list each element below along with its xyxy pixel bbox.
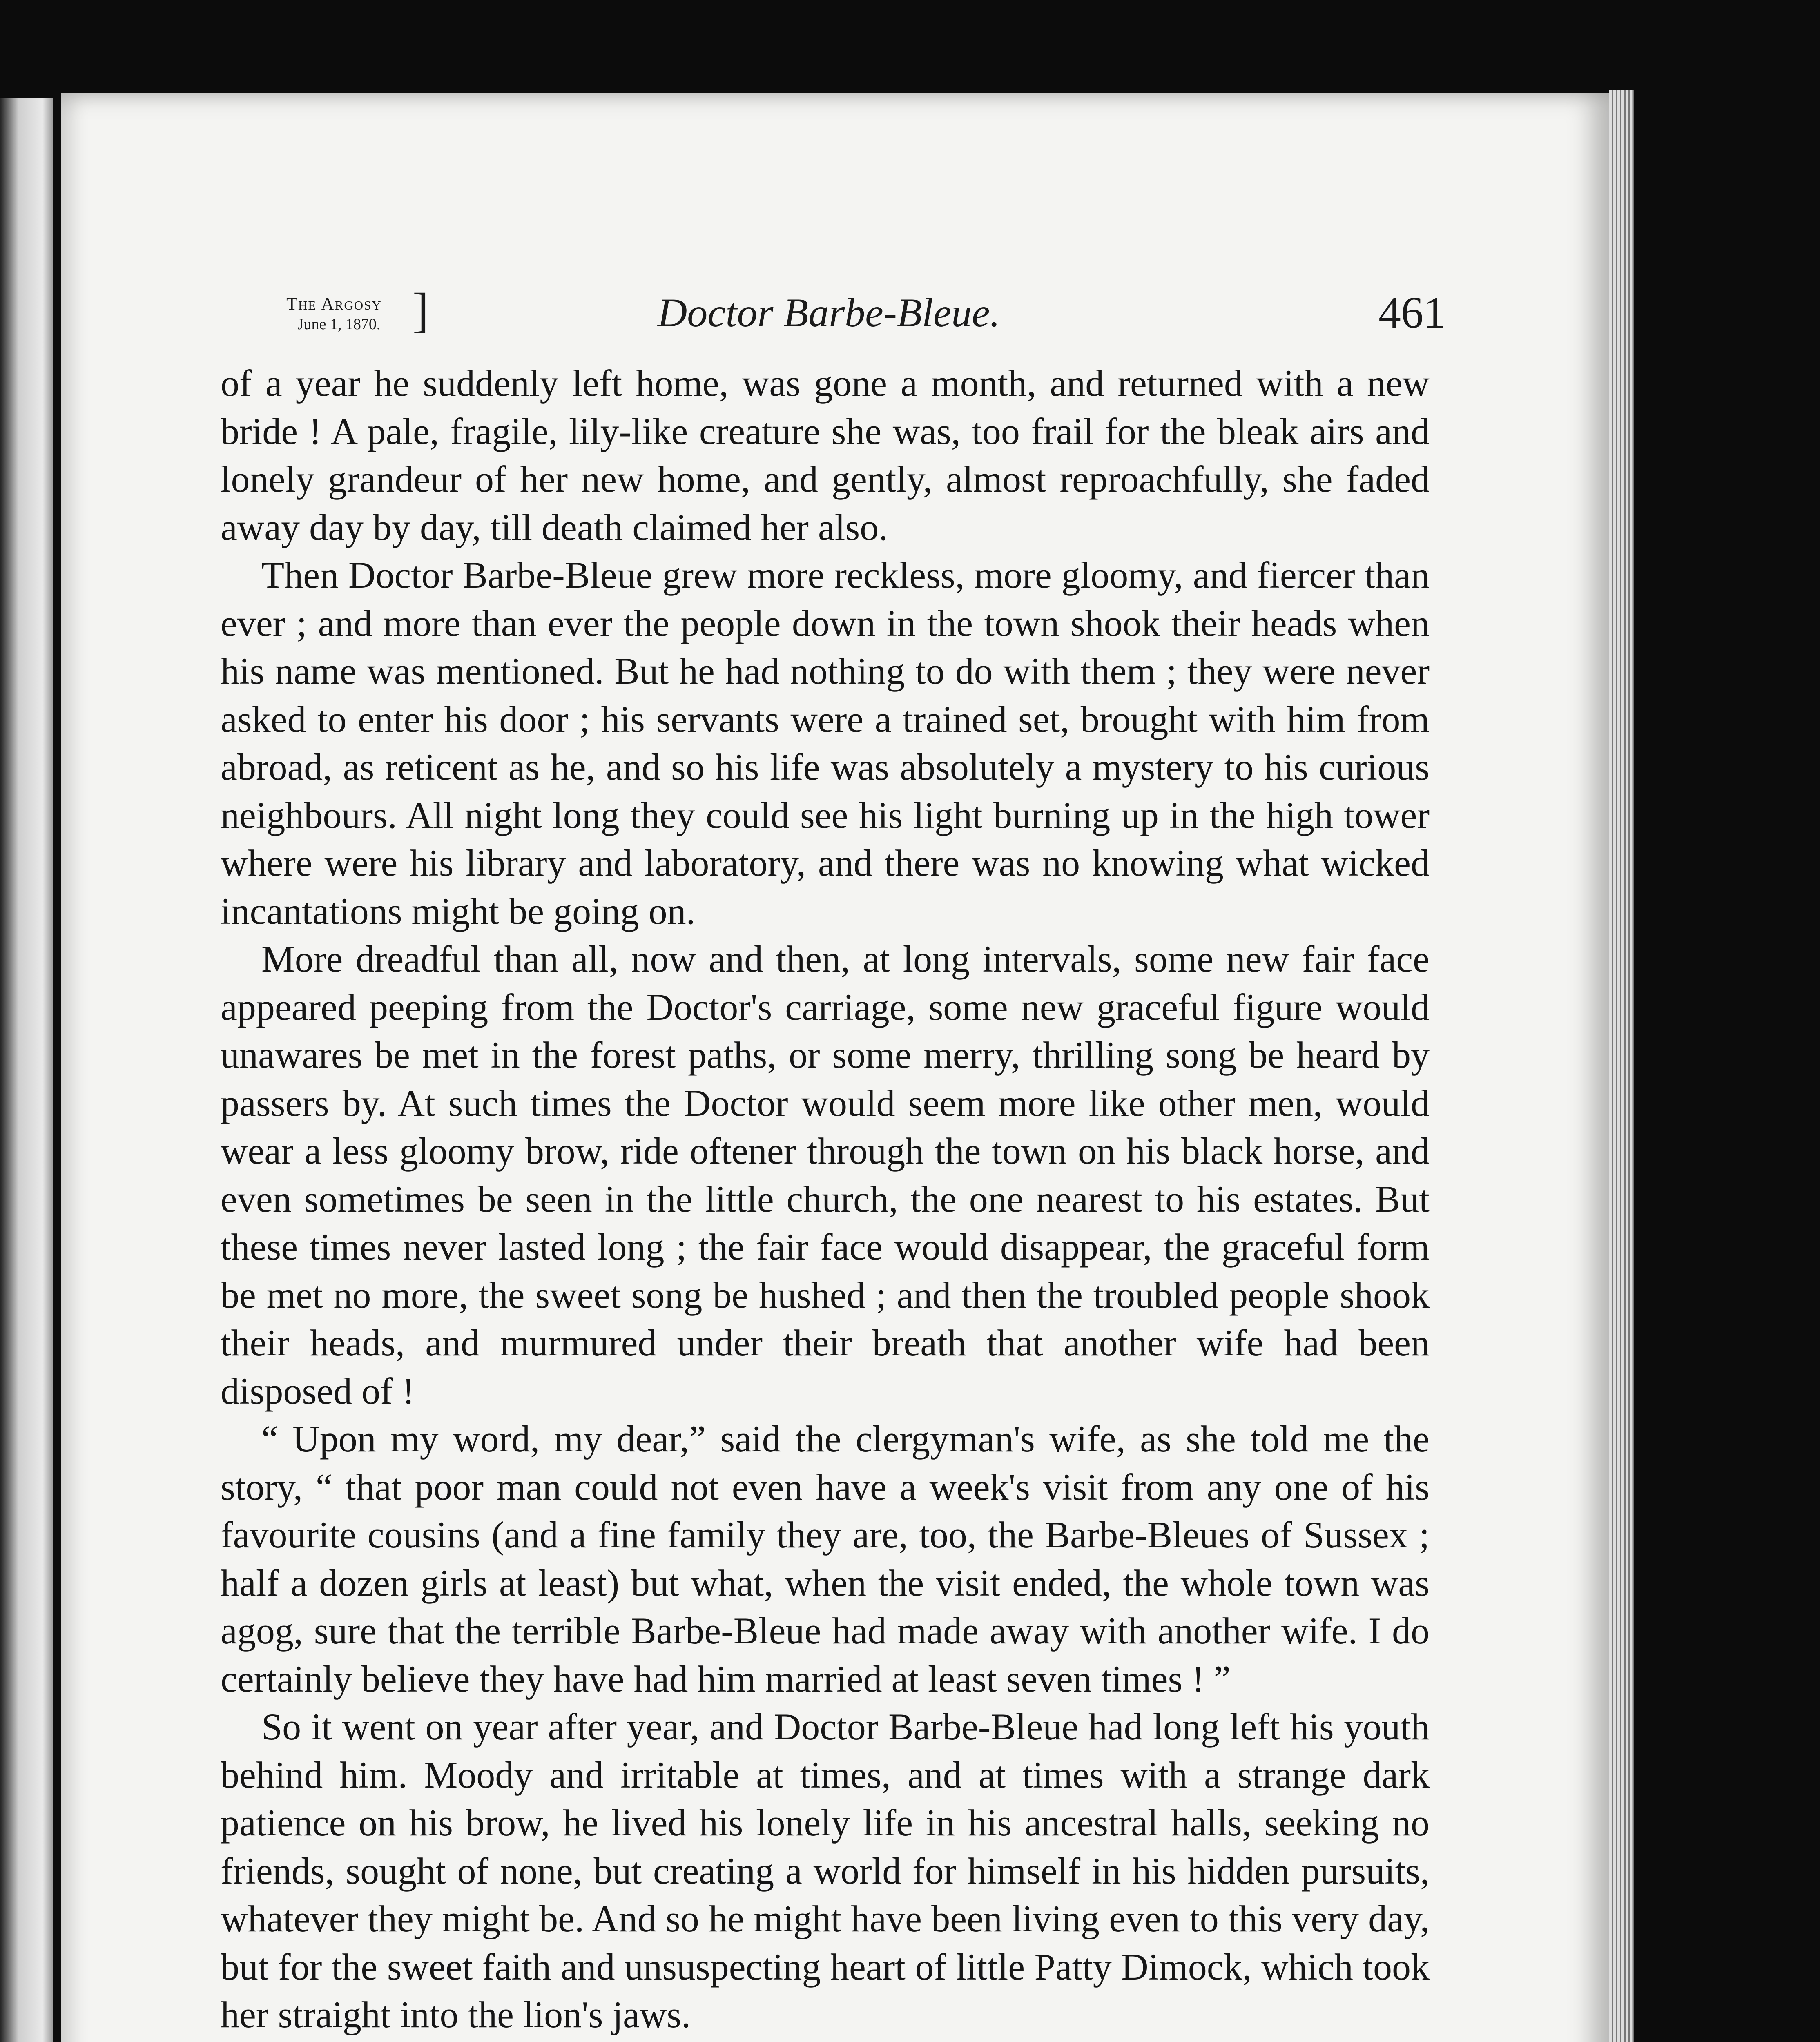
running-header bbox=[221, 278, 1446, 351]
issue-date: June 1, 1870. bbox=[297, 316, 381, 333]
page-stack-edge bbox=[1609, 90, 1634, 2042]
paragraph: So it went on year after year, and Doctor Barbe-Bleue had long left his youth behind him. Moody and irritable at times, and at times with a strange dark patience on his brow, he lived his lonely life in his ancestral halls, seeking no friends, sought of none, but creating a world for himself in his hidden pursuits, whatever they might be. And so he might have been living even to this very day, but for the sweet faith and unsuspecting heart of little Patty Dimock, which took her straight into the lion's jaws. bbox=[221, 1706, 1430, 2035]
body-text bbox=[221, 359, 1430, 2039]
paragraph: of a year he suddenly left home, was gone a month, and returned with a new bride ! A pale, fragile, lily-like creature she was, too frail for the bleak airs and lonely grandeur of her new home, and gently, almost reproachfully, she faded away day by day, till death claimed her also. bbox=[221, 362, 1430, 548]
running-title: Doctor Barbe-Bleue. bbox=[658, 290, 1000, 335]
paragraph: More dreadful than all, now and then, at long intervals, some new fair face appeared peeping from the Doctor's carriage, some new graceful figure would unawares be met in the forest paths, or some merry, thrilling song be heard by passers by. At such times the Doctor would seem more like other men, would wear a less gloomy brow, ride oftener through the town on his black horse, and even sometimes be seen in the little church, the one nearest to his estates. But these times never lasted long ; the fair face would disappear, the graceful form be met no more, the sweet song be hushed ; and then the troubled people shook their heads, and murmured under their breath that another wife had been disposed of ! bbox=[221, 938, 1430, 1412]
paragraph: “ Upon my word, my dear,” said the clergyman's wife, as she told me the story, “ that poor man could not even have a week's visit from any one of his favourite cousins (and a fine family they are, too, the Barbe-Bleues of Sussex ; half a dozen girls at least) but what, when the visit ended, the whole town was agog, sure that the terrible Barbe-Bleue had made away with another wife. I do certainly believe they have had him married at least seven times ! ” bbox=[221, 1418, 1430, 1700]
paragraph: Then Doctor Barbe-Bleue grew more reckless, more gloomy, and fiercer than ever ; and more than ever the people down in the town shook their heads when his name was mentioned. But he had nothing to do with them ; they were never asked to enter his door ; his servants were a trained set, brought with him from abroad, as reticent as he, and so his life was absolutely a mystery to his curious neighbours. All night long they could see his light burning up in the high tower where were his library and laboratory, and there was no knowing what wicked incantations might be going on. bbox=[221, 554, 1430, 932]
page-number: 461 bbox=[1378, 288, 1446, 337]
journal-name: The Argosy bbox=[286, 294, 382, 314]
left-page-edge bbox=[0, 98, 53, 2042]
header-bracket: ] bbox=[413, 283, 429, 337]
